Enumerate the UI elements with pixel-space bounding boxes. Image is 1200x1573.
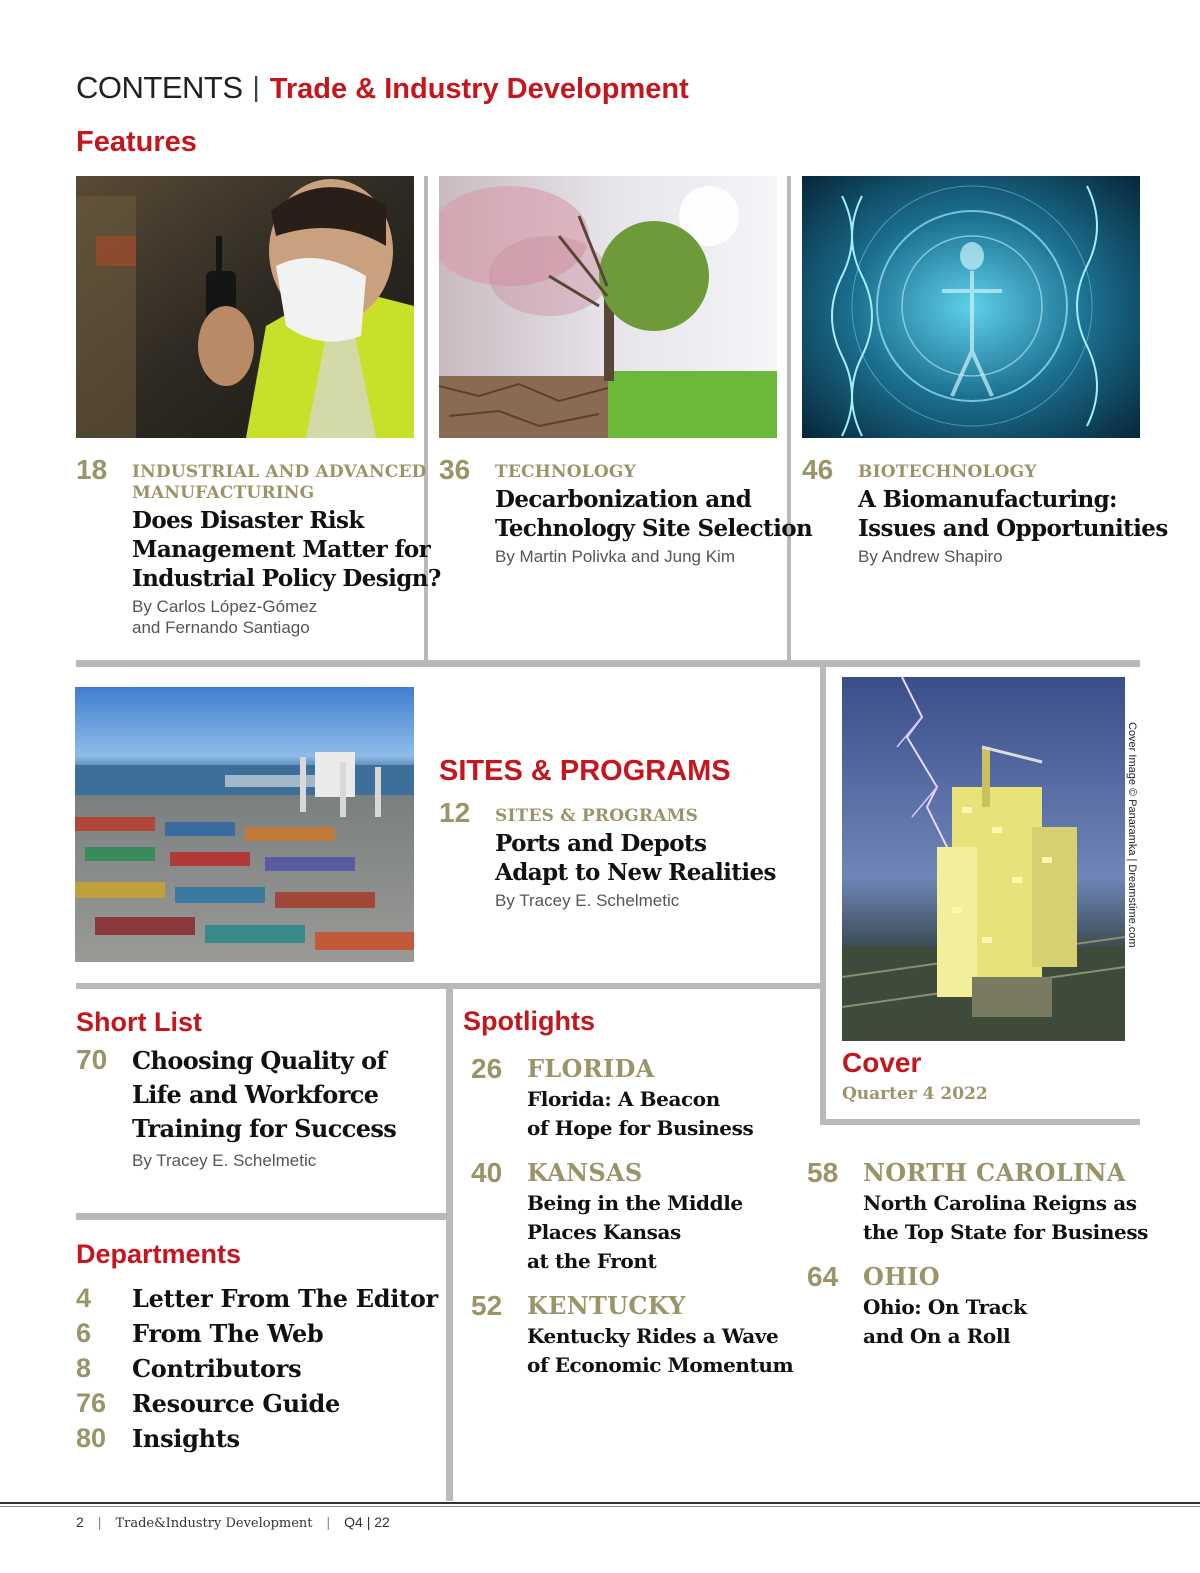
feature-byline	[132, 596, 317, 638]
cover-image[interactable]	[842, 677, 1125, 1041]
spotlight-state: OHIO	[863, 1262, 940, 1291]
headline-line: Kentucky Rides a Wave	[527, 1324, 779, 1348]
feature-headline[interactable]	[858, 485, 1168, 543]
footer-rule	[0, 1502, 1200, 1504]
page-header	[76, 70, 689, 106]
sites-image[interactable]	[75, 687, 414, 962]
header-separator: |	[252, 71, 260, 102]
footer-issue: Q4 | 22	[344, 1514, 390, 1530]
feature-image-biotech[interactable]	[802, 176, 1140, 438]
department-item[interactable]	[76, 1423, 240, 1458]
sites-page-number: 12	[439, 797, 471, 828]
department-page: 8	[76, 1353, 92, 1383]
divider	[787, 176, 791, 660]
department-item[interactable]	[76, 1283, 438, 1318]
sites-byline: By Tracey E. Schelmetic	[495, 891, 680, 910]
container-port-aerial-icon	[75, 687, 414, 962]
feature-category: BIOTECHNOLOGY	[858, 462, 1037, 482]
feature-image-worker[interactable]	[76, 176, 414, 438]
footer-separator: |	[326, 1514, 331, 1530]
headline-line: A Biomanufacturing:	[858, 486, 1117, 513]
headline-line: of Economic Momentum	[527, 1353, 794, 1377]
spotlight-headline[interactable]	[863, 1189, 1148, 1247]
headline-line: Ports and Depots	[495, 830, 707, 857]
contents-label: CONTENTS	[76, 70, 243, 105]
features-title: Features	[76, 126, 197, 158]
spotlight-page-number: 52	[471, 1290, 503, 1321]
spotlights-title: Spotlights	[463, 1006, 595, 1036]
headline-line: Choosing Quality of	[132, 1046, 387, 1075]
headline-line: Management Matter for	[132, 536, 431, 563]
divider	[76, 1213, 446, 1220]
feature-page-number: 36	[439, 454, 471, 485]
spotlight-page-number: 40	[471, 1157, 503, 1188]
category-line: MANUFACTURING	[132, 483, 315, 503]
department-label: Letter From The Editor	[132, 1284, 438, 1313]
footer-page-number: 2	[76, 1514, 84, 1530]
headline-line: Florida: A Beacon	[527, 1087, 720, 1111]
divider	[820, 1119, 1140, 1125]
cover-title: Cover	[842, 1047, 922, 1078]
headline-line: Life and Workforce	[132, 1080, 379, 1109]
spotlight-state: FLORIDA	[527, 1054, 655, 1083]
short-list-headline[interactable]	[132, 1044, 396, 1146]
feature-category	[132, 462, 427, 504]
headline-line: of Hope for Business	[527, 1116, 754, 1140]
spotlight-page-number: 58	[807, 1157, 839, 1188]
department-label: Contributors	[132, 1354, 302, 1383]
feature-byline: By Andrew Shapiro	[858, 547, 1003, 566]
magazine-title: Trade & Industry Development	[269, 73, 689, 105]
spotlight-state: KENTUCKY	[527, 1291, 686, 1320]
feature-image-tree[interactable]	[439, 176, 777, 438]
spotlight-headline[interactable]	[527, 1189, 743, 1276]
headline-line: the Top State for Business	[863, 1220, 1149, 1244]
short-list-byline: By Tracey E. Schelmetic	[132, 1151, 317, 1170]
headline-line: Does Disaster Risk	[132, 507, 364, 534]
department-label: Resource Guide	[132, 1389, 340, 1418]
page-footer	[76, 1514, 390, 1531]
headline-line: North Carolina Reigns as	[863, 1191, 1137, 1215]
headline-line: Ohio: On Track	[863, 1295, 1027, 1319]
spotlight-page-number: 26	[471, 1053, 503, 1084]
sites-headline[interactable]	[495, 829, 776, 887]
short-list-title: Short List	[76, 1007, 202, 1037]
headline-line: Places Kansas	[527, 1220, 681, 1244]
cover-credit: Cover Image © Panaramka | Dreamstime.com	[1126, 722, 1138, 948]
headline-line: Training for Success	[132, 1114, 397, 1143]
feature-headline[interactable]	[495, 485, 812, 543]
footer-separator: |	[97, 1514, 102, 1530]
headline-line: Technology Site Selection	[495, 515, 813, 542]
headline-line: Being in the Middle	[527, 1191, 743, 1215]
sites-title: SITES & PROGRAMS	[439, 755, 731, 787]
feature-page-number: 18	[76, 454, 108, 485]
spotlight-headline[interactable]	[527, 1085, 753, 1143]
divider	[76, 660, 1140, 667]
department-page: 80	[76, 1423, 107, 1453]
department-page: 76	[76, 1388, 107, 1418]
spotlight-state: KANSAS	[527, 1158, 643, 1187]
headline-line: and On a Roll	[863, 1324, 1011, 1348]
department-item[interactable]	[76, 1353, 301, 1388]
department-page: 4	[76, 1283, 92, 1313]
spotlight-state: NORTH CAROLINA	[863, 1158, 1126, 1187]
tree-half-dead-half-green-icon	[439, 176, 777, 438]
industrial-plant-lightning-night-icon	[842, 677, 1125, 1041]
feature-page-number: 46	[802, 454, 834, 485]
divider	[820, 667, 826, 1125]
worker-with-mask-and-radio-icon	[76, 176, 414, 438]
department-label: From The Web	[132, 1319, 324, 1348]
footer-brand: Trade&Industry Development	[115, 1516, 313, 1531]
departments-title: Departments	[76, 1239, 242, 1269]
cover-subtitle: Quarter 4 2022	[842, 1084, 988, 1104]
headline-line: Issues and Opportunities	[858, 515, 1168, 542]
spotlight-headline[interactable]	[863, 1293, 1027, 1351]
divider	[446, 989, 453, 1501]
footer-rule	[0, 1506, 1200, 1507]
department-label: Insights	[132, 1424, 240, 1453]
department-page: 6	[76, 1318, 92, 1348]
category-line: INDUSTRIAL AND ADVANCED	[132, 462, 427, 482]
headline-line: at the Front	[527, 1249, 657, 1273]
department-item[interactable]	[76, 1388, 340, 1423]
headline-line: Adapt to New Realities	[495, 859, 776, 886]
headline-line: Decarbonization and	[495, 486, 752, 513]
feature-category: TECHNOLOGY	[495, 462, 636, 482]
department-item[interactable]	[76, 1318, 323, 1353]
spotlight-page-number: 64	[807, 1261, 839, 1292]
headline-line: Industrial Policy Design?	[132, 565, 441, 592]
digital-human-dna-blue-icon	[802, 176, 1140, 438]
feature-byline: By Martin Polivka and Jung Kim	[495, 547, 735, 566]
spotlight-headline[interactable]	[527, 1322, 793, 1380]
feature-headline[interactable]	[132, 506, 441, 593]
byline-line: and Fernando Santiago	[132, 618, 310, 637]
short-list-page-number: 70	[76, 1044, 108, 1075]
byline-line: By Carlos López-Gómez	[132, 597, 318, 616]
sites-category: SITES & PROGRAMS	[495, 806, 699, 826]
